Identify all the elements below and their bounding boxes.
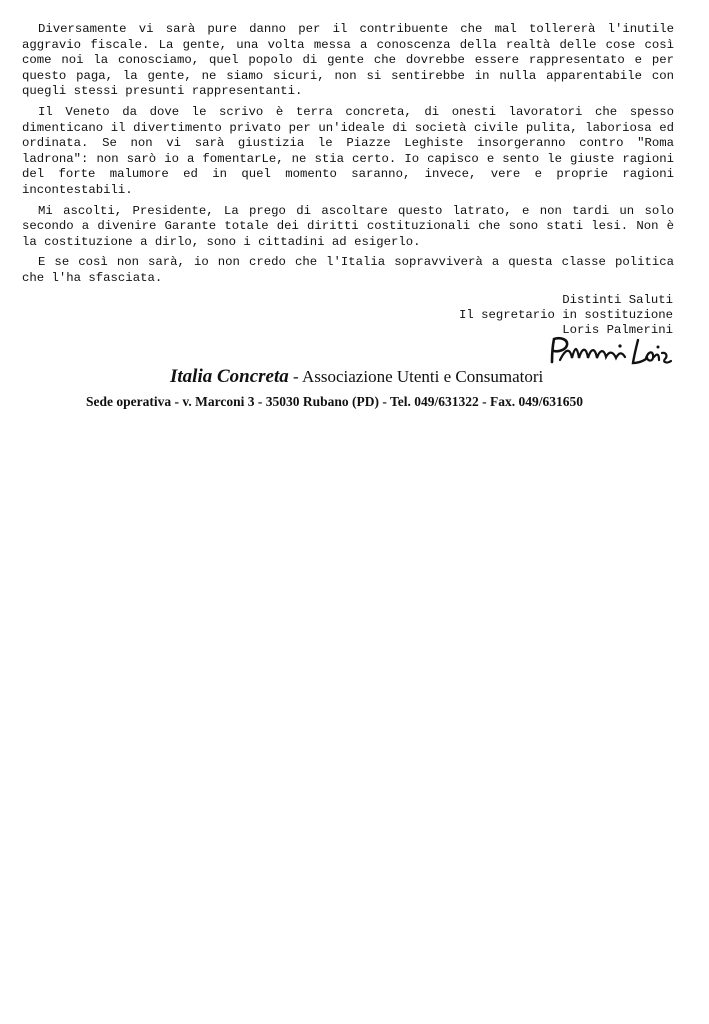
signer-name: Loris Palmerini [562, 322, 673, 337]
letter-paragraph: E se così non sarà, io non credo che l'Italia sopravviverà a questa classe politica che l'ha sfasciata. [22, 255, 674, 285]
handwritten-signature [546, 334, 676, 368]
closing-block [459, 293, 673, 337]
letter-body [22, 22, 674, 292]
organization-description: - Associazione Utenti e Consumatori [293, 367, 544, 386]
letter-paragraph: Diversamente vi sarà pure danno per il contribuente che mal tollererà l'inutile aggravio fiscale. La gente, una volta messa a conoscenza della realtà delle cose così come noi la conosciamo, quel popolo di gente che dovrebbe essere rappresentato e per questo paga, la gente, ne siamo sicuri, non si sentirebbe in nulla apparentabile con quegli stessi presunti rappresentanti. [22, 22, 674, 99]
organization-name: Italia Concreta [170, 366, 289, 387]
letter-paragraph: Il Veneto da dove le scrivo è terra concreta, di onesti lavoratori che spesso dimenticano il divertimento privato per un'ideale di società civile pulita, laboriosa ed ordinata. Se non vi sarà giustizia le Piazze Leghiste insorgeranno contro "Roma ladrona": non sarò io a fomentarLe, ne stia certo. Io capisco e sento le giuste ragioni del forte malumore ed in quel momento saranno, invece, vere e proprie ragioni incontestabili. [22, 104, 674, 197]
closing-greeting: Distinti Saluti [562, 293, 673, 307]
letterhead-title [170, 366, 543, 388]
signer-role: Il segretario in sostituzione [458, 307, 673, 322]
contact-line: Sede operativa - v. Marconi 3 - 35030 Rubano (PD) - Tel. 049/631322 - Fax. 049/631650 [86, 394, 583, 409]
letter-paragraph: Mi ascolti, Presidente, La prego di ascoltare questo latrato, e non tardi un solo secondo a divenire Garante totale dei diritti costituzionali che sono stati lesi. Non è la costituzione a dirlo, sono i cittadini ad esigerlo. [22, 203, 674, 249]
